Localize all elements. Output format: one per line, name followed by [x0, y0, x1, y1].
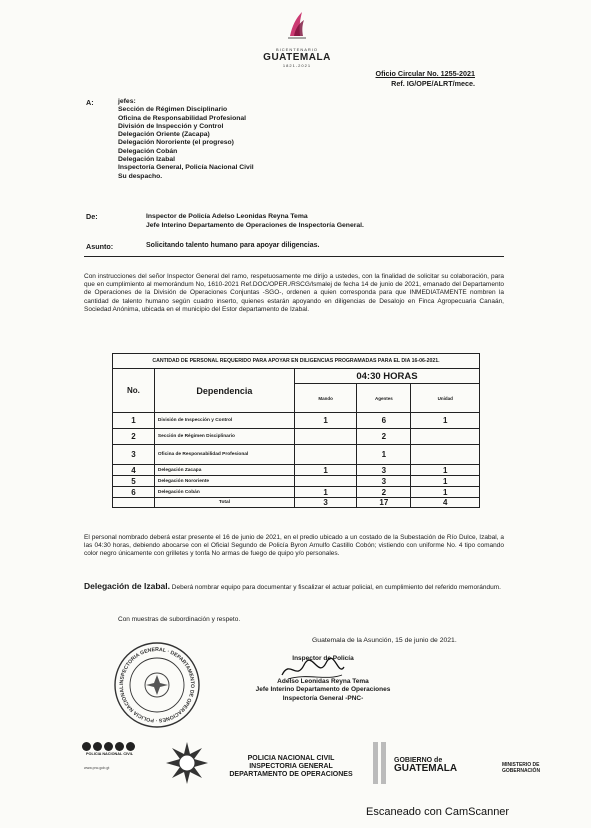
row-dependencia: División de Inspección y Control: [154, 413, 294, 429]
divider: [84, 256, 504, 257]
row-mando: [294, 476, 356, 487]
table-row: [113, 487, 480, 498]
reference: Ref. IG/OPE/ALRT/mece.: [391, 79, 475, 88]
recipient-item: Su despacho.: [118, 172, 163, 180]
gob-bars: [373, 742, 389, 789]
official-seal-icon: [112, 640, 202, 730]
closing: Con muestras de subordinación y respeto.: [118, 616, 241, 623]
row-mando: 1: [294, 465, 356, 476]
gob-bar: [373, 742, 378, 784]
row-agentes: 3: [357, 476, 411, 487]
row-agentes: 6: [357, 413, 411, 429]
row-unidad: 1: [411, 476, 480, 487]
pnc-footer-line: DEPARTAMENTO DE OPERACIONES: [229, 771, 353, 778]
row-unidad: 1: [411, 487, 480, 498]
total-unidad: 4: [411, 498, 480, 508]
logo-name: GUATEMALA: [263, 52, 331, 63]
row-dependencia: Sección de Régimen Disciplinario: [154, 429, 294, 445]
paragraph-3-text: Deberá nombrar equipo para documentar y fiscalizar el actuar policial, en cumplimiento del referido memorándum.: [169, 584, 501, 591]
table-title: CANTIDAD DE PERSONAL REQUERIDO PARA APOYAR EN DILIGENCIAS PROGRAMADAS PARA EL DIA 16-06-2021.: [113, 354, 480, 369]
label-asunto: Asunto:: [86, 242, 114, 251]
gobierno-logo: [394, 757, 457, 773]
total-agentes: 17: [357, 498, 411, 508]
recipient-item: Delegación Cobán: [118, 147, 178, 155]
logo-mark-icon: [280, 8, 314, 42]
ministerio-line: GOBERNACIÓN: [502, 768, 541, 774]
youtube-icon: [115, 742, 124, 751]
row-agentes: 1: [357, 445, 411, 465]
header-no: No.: [113, 369, 155, 413]
header-agentes: Agentes: [357, 384, 411, 413]
row-dependencia: Delegación Cobán: [154, 487, 294, 498]
gob-line-1: GOBIERNO de: [394, 757, 443, 764]
row-dependencia: Delegación Zacapa: [154, 465, 294, 476]
personnel-table: [112, 353, 480, 508]
row-mando: [294, 429, 356, 445]
table-row: [113, 476, 480, 487]
logo-years: 1821-2021: [282, 63, 312, 68]
row-mando: [294, 445, 356, 465]
row-dependencia: Delegación Nororiente: [154, 476, 294, 487]
signature-line: Inspector de Policía: [292, 655, 354, 662]
camscanner-watermark: Escaneado con CamScanner: [366, 806, 510, 818]
website: www.pnc.gob.gt: [84, 766, 110, 770]
table-total-row: [113, 498, 480, 508]
bicentenario-logo: [255, 8, 339, 68]
paragraph-3: [84, 582, 504, 592]
signature-line: Adelso Leonidas Reyna Tema: [277, 677, 369, 685]
body-paragraph: Con instrucciones del señor Inspector General del ramo, respetuosamente me dirijo a ustedes, con la finalidad de solicitar su colaboración, para que en cumplimiento al memorándum No, 1610-2021 Ref.DOC/OPER./RSCG/lsmalej de fecha 14 de junio de 2021, emanado del Departamento de Operaciones de la División de Operaciones Conjuntas -SGO-, ordenen a quien corresponda para que INMEDIATAMENTE nombren la cantidad de talento humano según cuadro inserto, quienes estarán apoyando en diligencias de Desalojo en Finca Agropecuaria Canaán, Sociedad Anónima, ubicada en el municipio del Estor departamento de Izabal.: [84, 273, 504, 313]
recipient-item: División de Inspección y Control: [118, 122, 224, 130]
row-no: 4: [113, 465, 155, 476]
signature-block: [248, 655, 398, 703]
from-line: Inspector de Policía Adelso Leonidas Reyna Tema: [146, 213, 308, 220]
table-row: [113, 465, 480, 476]
pnc-small: POLICIA NACIONAL CIVIL: [86, 752, 134, 756]
ministerio-line: MINISTERIO DE: [502, 762, 540, 768]
facebook-icon: [82, 742, 91, 751]
whatsapp-icon: [126, 742, 135, 751]
recipient-item: Delegación Oriente (Zacapa): [118, 131, 210, 139]
from-line: Jefe Interino Departamento de Operaciones de Inspectoría General.: [146, 222, 364, 229]
recipient-item: Sección de Régimen Disciplinario: [118, 106, 228, 114]
recipient-item: jefes:: [118, 98, 136, 105]
row-no: 1: [113, 413, 155, 429]
label-a: A:: [86, 98, 94, 107]
header-mando: Mando: [294, 384, 356, 413]
header-unidad: Unidad: [411, 384, 480, 413]
oficio-number: Oficio Circular No. 1255-2021: [375, 69, 475, 78]
signature-line: Jefe Interino Departamento de Operaciones: [255, 686, 391, 693]
signature-line: Inspectoría General -PNC-: [282, 694, 364, 702]
recipient-list: [118, 98, 254, 181]
total-label: Total: [154, 498, 294, 508]
row-mando: 1: [294, 487, 356, 498]
total-mando: 3: [294, 498, 356, 508]
pnc-footer: [216, 755, 366, 779]
row-mando: 1: [294, 413, 356, 429]
gob-bar: [381, 742, 386, 784]
logo-sub: BICENTENARIO: [275, 47, 318, 52]
row-no: 2: [113, 429, 155, 445]
deleg-izabal: Delegación de Izabal.: [84, 581, 170, 591]
row-no: 3: [113, 445, 155, 465]
recipient-item: Delegación Nororiente (el progreso): [118, 139, 234, 147]
row-unidad: [411, 429, 480, 445]
table-time: 04:30 HORAS: [294, 369, 479, 384]
table-row: [113, 413, 480, 429]
ministerio: [502, 762, 540, 774]
label-de: De:: [86, 212, 98, 221]
pnc-footer-line: INSPECTORIA GENERAL: [249, 763, 333, 770]
row-agentes: 2: [357, 429, 411, 445]
paragraph-2: El personal nombrado deberá estar presente el 16 de junio de 2021, en el predio ubicado a un costado de la Subestación de Río Dulce, Izabal, a las 04:30 horas, debiendo abocarse con el Oficial Segundo de Policía Byron Arnulfo Castillo Cobón; vistiendo con uniforme No. 4 tipo comando color negro únicamente con grilletes y tonfa No armas de fuego de quipo y/o personales.: [84, 534, 504, 558]
recipient-item: Inspectoría General, Policía Nacional Civil: [118, 164, 254, 172]
row-no: 5: [113, 476, 155, 487]
instagram-icon: [104, 742, 113, 751]
seal-text: INSPECTORIA GENERAL · DEPARTAMENTO DE OPERACIONES · POLICIA NACIONAL: [118, 646, 196, 724]
recipient-item: Oficina de Responsabilidad Profesional: [118, 114, 247, 122]
row-agentes: 3: [357, 465, 411, 476]
subject: Solicitando talento humano para apoyar diligencias.: [146, 242, 320, 249]
pnc-footer-line: POLICIA NACIONAL CIVIL: [247, 755, 335, 762]
date-line: Guatemala de la Asunción, 15 de junio de 2021.: [312, 637, 457, 644]
recipient-item: Delegación Izabal: [118, 156, 176, 164]
row-unidad: [411, 445, 480, 465]
header-dependencia: Dependencia: [154, 369, 294, 413]
row-agentes: 2: [357, 487, 411, 498]
table-row: [113, 429, 480, 445]
row-unidad: 1: [411, 465, 480, 476]
total-empty: [113, 498, 155, 508]
table-row: [113, 445, 480, 465]
row-unidad: 1: [411, 413, 480, 429]
from-block: [146, 212, 364, 230]
row-no: 6: [113, 487, 155, 498]
twitter-icon: [93, 742, 102, 751]
row-dependencia: Oficina de Responsabilidad Profesional: [154, 445, 294, 465]
pnc-emblem-icon: [164, 740, 210, 786]
gob-line-2: GUATEMALA: [394, 763, 458, 774]
